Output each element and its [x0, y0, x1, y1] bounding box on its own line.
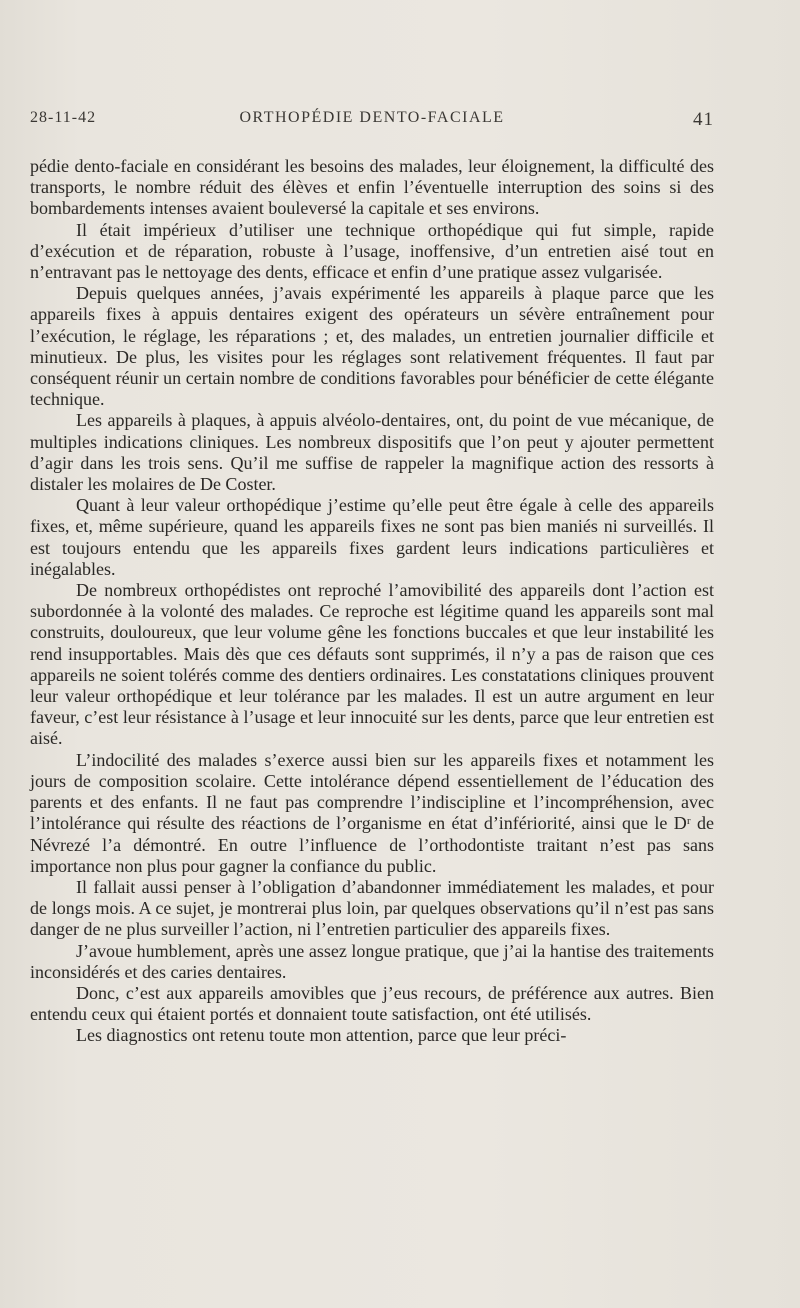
header-date: 28-11-42 [30, 109, 97, 126]
paragraph: L’indocilité des malades s’exerce aussi bien sur les appareils fixes et notamment les jours de composition scolaire. Cette intolérance dépend essentiellement de l’éducation des parents et des enfants. Il ne faut pas comprendre l’indiscipline et l’incompréhension, avec l’intolérance qui résulte des réactions de l’organisme en état d’infériorité, ainsi que le Dʳ de Névrezé l’a démontré. En outre l’influence de l’orthodontiste traitant n’est pas sans importance non plus pour gagner la confiance du public. [30, 749, 714, 876]
paragraph: Il était impérieux d’utiliser une technique orthopédique qui fut simple, rapide d’exécution et de réparation, robuste à l’usage, inoffensive, d’un entretien aisé tout en n’entravant pas le nettoyage des dents, efficace et enfin d’une pratique assez vulgarisée. [30, 219, 714, 283]
paragraph: Quant à leur valeur orthopédique j’estime qu’elle peut être égale à celle des appareils fixes, et, même supérieure, quand les appareils fixes ne sont pas bien maniés ni surveillés. Il est toujours entendu que les appareils fixes gardent leurs indications particulières et inégalables. [30, 495, 714, 579]
paragraph: J’avoue humblement, après une assez longue pratique, que j’ai la hantise des traitements inconsidérés et des caries dentaires. [30, 940, 714, 982]
running-head [30, 109, 714, 133]
header-title: ORTHOPÉDIE DENTO-FACIALE [239, 109, 505, 126]
paragraph: Donc, c’est aux appareils amovibles que j’eus recours, de préférence aux autres. Bien entendu ceux qui étaient portés et donnaient toute satisfaction, ont été utilisés. [30, 982, 714, 1025]
paragraph: Les diagnostics ont retenu toute mon attention, parce que leur préci- [76, 1025, 567, 1046]
paragraph: Les appareils à plaques, à appuis alvéolo-dentaires, ont, du point de vue mécanique, de multiples indications cliniques. Les nombreux dispositifs que l’on peut y ajouter permettent d’agir dans les trois sens. Qu’il me suffise de rappeler la magnifique action des ressorts à distaler les molaires de De Coster. [30, 410, 714, 495]
page-number: 41 [693, 109, 714, 130]
paragraph: pédie dento-faciale en considérant les besoins des malades, leur éloignement, la difficulté des transports, le nombre réduit des élèves et enfin l’éventuelle interruption des soins si des bombardements intenses avaient bouleversé la capitale et ses environs. [30, 156, 714, 219]
body-text [30, 156, 714, 1047]
paragraph: Il fallait aussi penser à l’obligation d’abandonner immédiatement les malades, et pour de longs mois. A ce sujet, je montrerai plus loin, par quelques observations qu’il n’est pas sans danger de ne plus surveiller l’action, ni l’entretien particulier des appareils fixes. [30, 876, 714, 940]
paragraph: Depuis quelques années, j’avais expérimenté les appareils à plaque parce que les appareils fixes à appuis dentaires exigent des opérateurs un sévère entraînement pour l’exécution, le réglage, les réparations ; et, des malades, un entretien journalier difficile et minutieux. De plus, les visites pour les réglages sont relativement fréquentes. Il faut par conséquent réunir un certain nombre de conditions favorables pour bénéficier de cette élégante technique. [30, 283, 714, 410]
paragraph: De nombreux orthopédistes ont reproché l’amovibilité des appareils dont l’action est subordonnée à la volonté des malades. Ce reproche est légitime quand les appareils sont mal construits, douloureux, que leur volume gêne les fonctions buccales et que leur instabilité les rend insupportables. Mais dès que ces défauts sont supprimés, il n’y a pas de raison que ces appareils ne soient tolérés comme des dentiers ordinaires. Les constatations cliniques prouvent leur valeur orthopédique et leur tolérance par les malades. Il est un autre argument en leur faveur, c’est leur résistance à l’usage et leur innocuité sur les dents, parce que leur entretien est aisé. [30, 580, 714, 749]
